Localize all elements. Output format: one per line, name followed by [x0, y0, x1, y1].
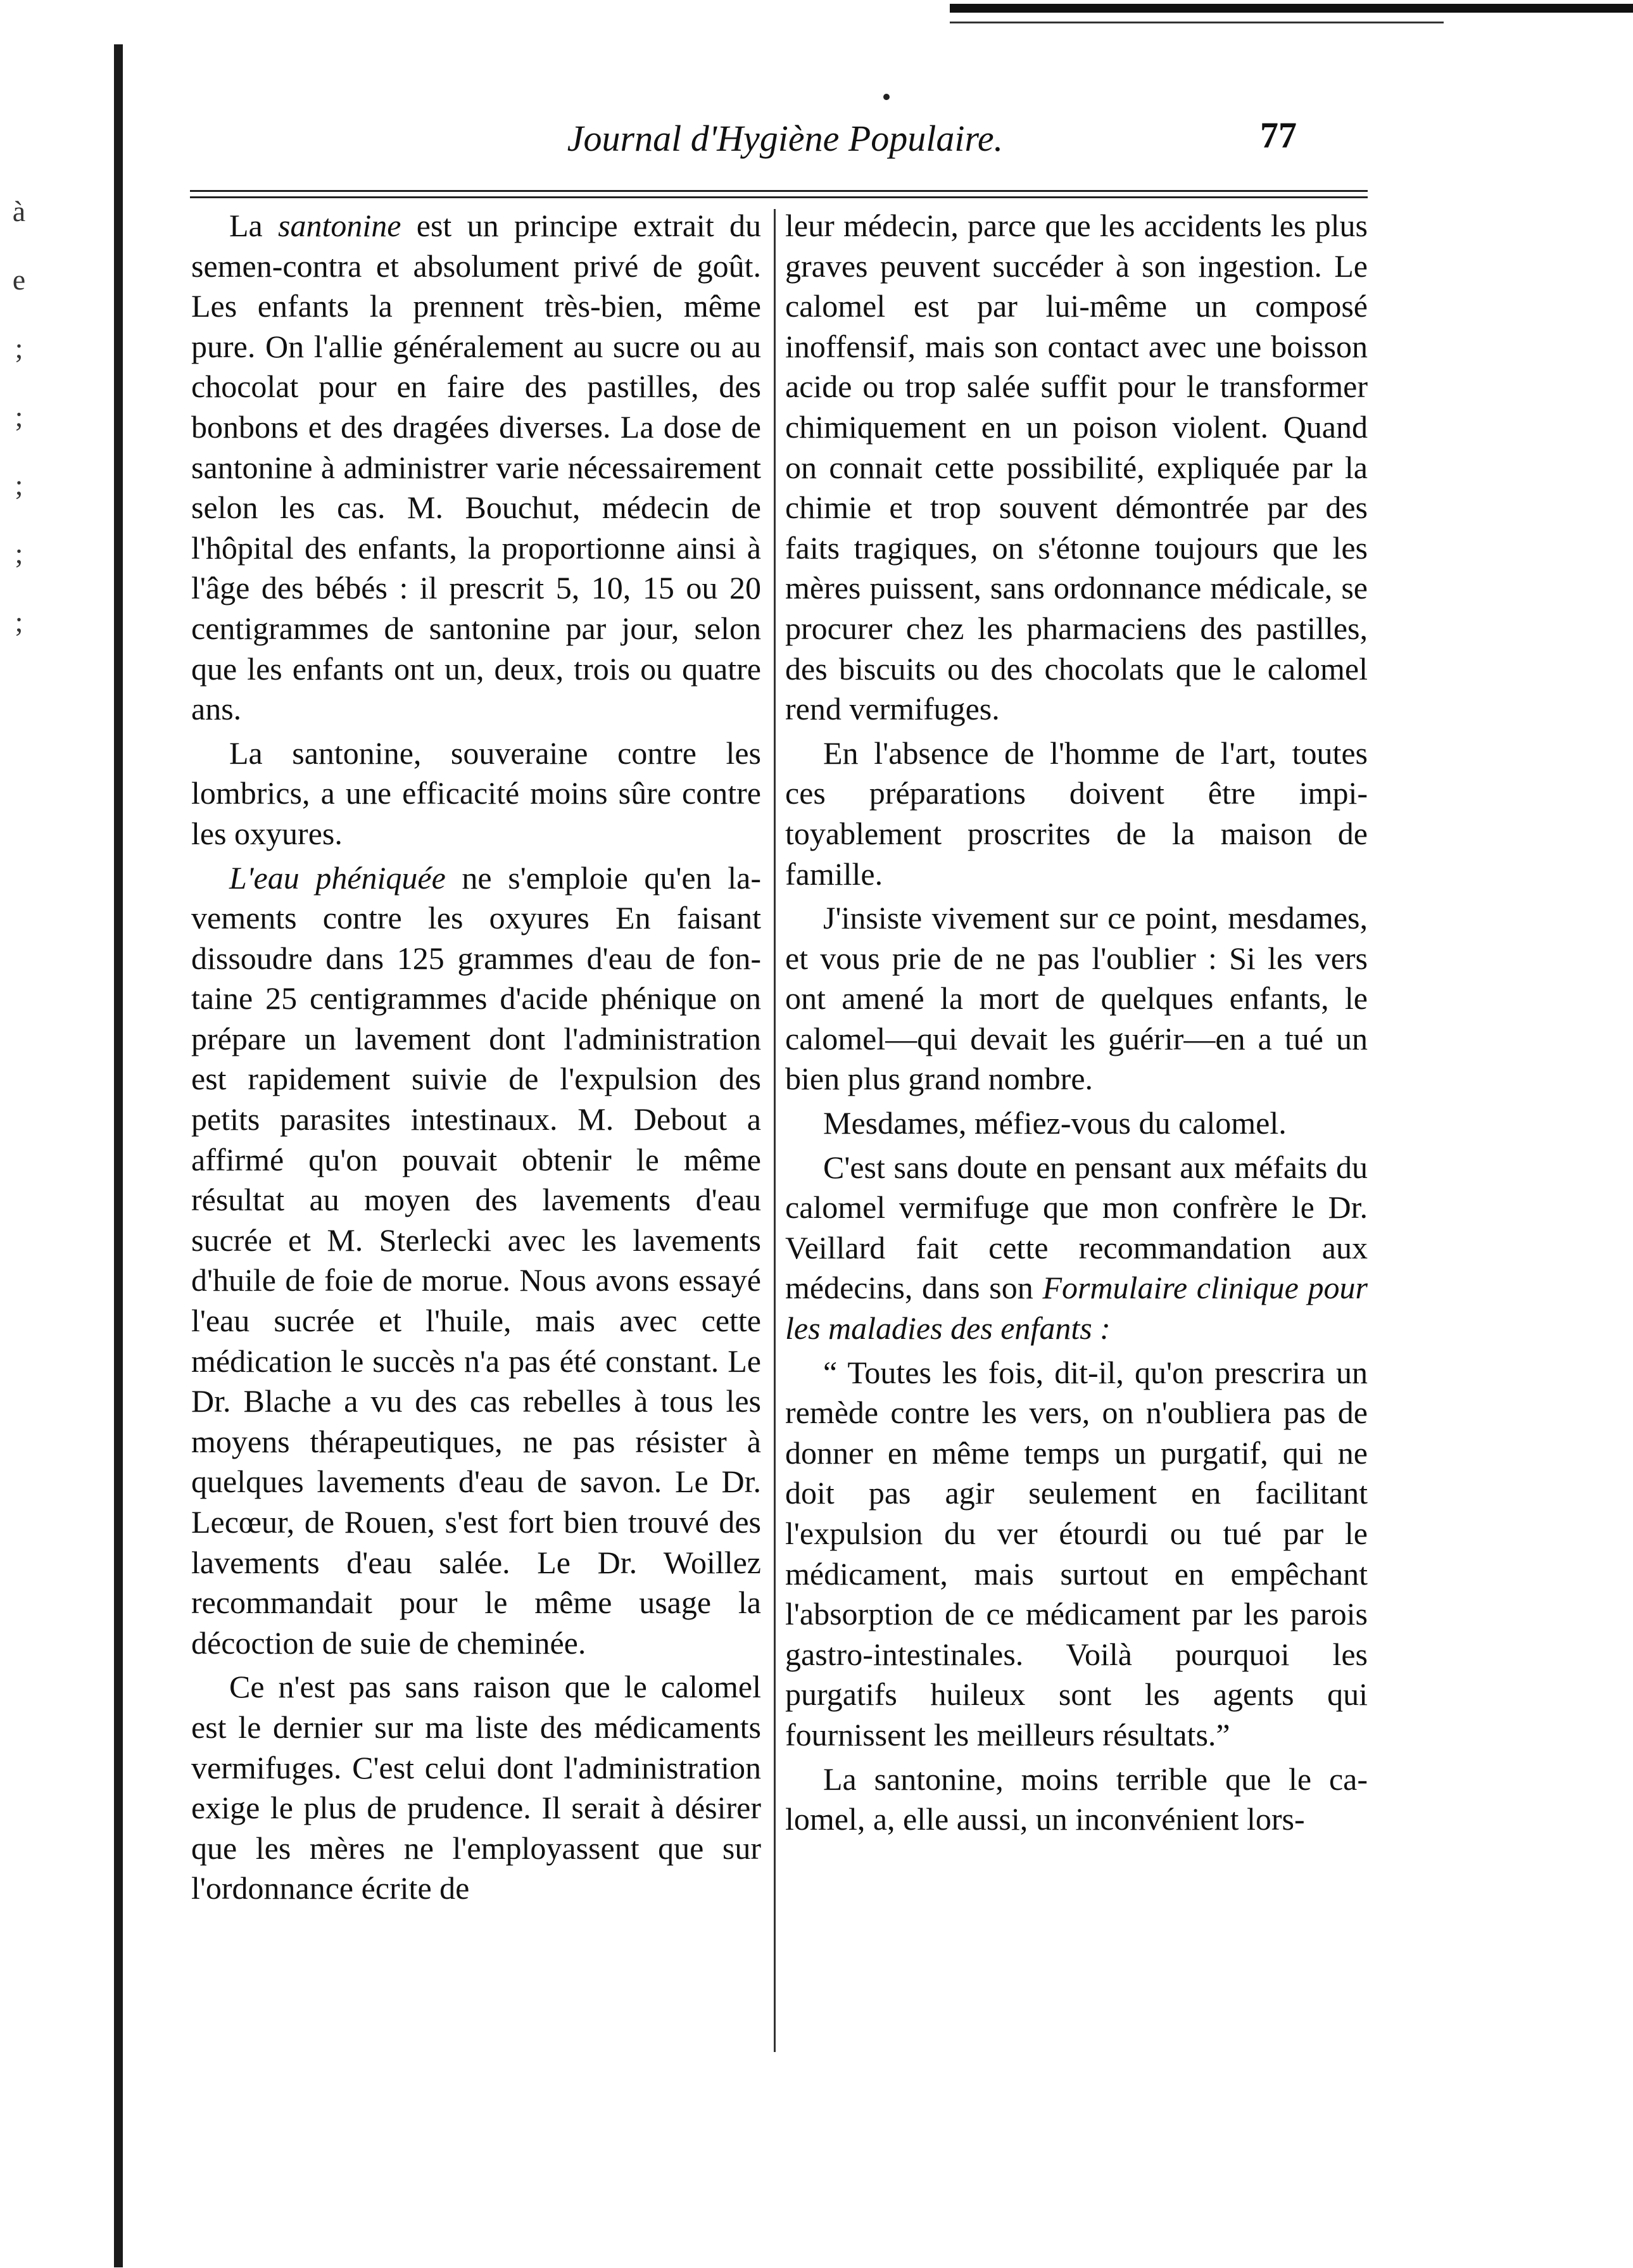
column-divider [774, 209, 776, 2052]
margin-mark: à [12, 195, 26, 227]
paragraph-text: La [229, 208, 279, 243]
margin-mark: ; [15, 400, 23, 433]
top-edge-rule [950, 4, 1633, 13]
header-rule-bottom [190, 196, 1368, 198]
right-column [785, 206, 1368, 1840]
paragraph: leur médecin, parce que les accidents les plus graves peuvent succéder à son ingestion. Le calomel est par lui-même un composé inoffensif, mais son contact avec une boisson acide ou trop salée suffit pour le transformer chimiquement en un poison violent. Quand on connait cette possibilité, expliquée par la chimie et trop souvent démontrée par des faits tragiques, on s'étonne toujours que les mères puissent, sans ordonnance médicale, se procurer chez les pharmaciens des pastilles, des biscuits ou des chocolats que le calomel rend vermifuges. [785, 208, 1368, 727]
quotation: “ Toutes les fois, dit-il, qu'on prescrira un remède contre les vers, on n'oubliera pas de donner en même temps un purgatif, qui ne doit pas agir seulement en facilitant l'expulsion du ver étourdi ou tué par le médicament, mais surtout en empêchant l'absorption de ce médicament par les parois gastro-intestinales. Voilà pourquoi les purgatifs huileux sont les agents qui fournissent les meilleurs résultats.” [785, 1354, 1368, 1752]
left-column [191, 206, 761, 1909]
paragraph [785, 1148, 1368, 1349]
paragraph: La santonine, moins terrible que le calomel, a, elle aussi, un inconvénient lors- [785, 1761, 1368, 1837]
margin-mark: ; [15, 605, 23, 638]
term-eau-phéniquée: L'eau phéniquée [229, 859, 446, 896]
paragraph: En l'absence de l'homme de l'art, toutes ces préparations doivent être impitoyablement proscrites de la maison de famille. [785, 735, 1368, 892]
margin-mark: e [12, 263, 26, 296]
paragraph-text: ne s'emploie qu'en lavements contre les oxyures En faisant dissoudre dans 125 grammes d'eau de fontaine 25 centigrammes d'acide phénique on prépare un lavement dont l'administration est rapidement suivie de l'expulsion des petits parasites intestinaux. M. Debout a affirmé qu'on pouvait obtenir le même résultat au moyen des lavements d'eau sucrée et M. Sterlecki avec les lavements d'huile de foie de morue. Nous avons essayé l'eau sucrée et l'huile, mais avec cette médication le succès n'a pas été constant. Le Dr. Blache a vu des cas rebelles à tous les moyens thérapeutiques, ne pas résister à quelques lavements d'eau de savon. Le Dr. Lecœur, de Rouen, s'est fort bien trouvé des lavements d'eau salée. Le Dr. Woillez recommandait pour le même usage la décoction de suie de cheminée. [191, 859, 761, 1661]
paragraph-text: est un principe extrait du semen-contra et absolument privé de goût. Les enfants la prennent très-bien, même pure. On l'allie généralement au sucre ou au chocolat pour en faire des pastilles, des bonbons et des dragées diverses. La dose de santonine à administrer varie nécessairement selon les cas. M. Bouchut, médecin de l'hôpital des enfants, la proportionne ainsi à l'âge des bébés : il prescrit 5, 10, 15 ou 20 centigrammes de santonine par jour, selon que les enfants ont un, deux, trois ou quatre ans. [191, 208, 761, 727]
page-number: 77 [1260, 115, 1297, 156]
book-title: Formulaire clinique pour les maladies des enfants : [785, 1270, 1368, 1346]
margin-mark: ; [15, 469, 23, 501]
margin-mark: ; [15, 537, 23, 569]
running-title: Journal d'Hygiène Populaire. [567, 118, 1004, 159]
paragraph: La santonine, souveraine contre les lombrics, a une efficacité moins sûre contre les oxyures. [191, 735, 761, 851]
margin-mark: ; [15, 332, 23, 364]
top-edge-thin-rule [950, 22, 1444, 23]
binding-edge [114, 44, 123, 2267]
header-rule-top [190, 190, 1368, 192]
paragraph-text: C'est sans doute en pensant aux méfaits du calomel vermifuge que mon confrère le Dr. Veillard fait cette recommandation aux médecins, dans son [785, 1149, 1368, 1306]
term-santonine: santonine [278, 208, 401, 243]
paragraph [191, 206, 761, 730]
paragraph: Ce n'est pas sans raison que le calomel est le dernier sur ma liste des médicaments vermifuges. C'est celui dont l'administration exige le plus de prudence. Il serait à désirer que les mères ne l'employassent que sur l'ordonnance écrite de [191, 1669, 761, 1906]
paragraph: J'insiste vivement sur ce point, mesdames, et vous prie de ne pas l'oublier : Si les vers ont amené la mort de quelques enfants, le calomel—qui devait les guérir—en a tué un bien plus grand nombre. [785, 900, 1368, 1097]
ink-dot [883, 94, 890, 100]
margin-marks [0, 177, 38, 656]
paragraph [191, 858, 761, 1664]
paragraph: Mesdames, méfiez-vous du calomel. [823, 1105, 1287, 1141]
